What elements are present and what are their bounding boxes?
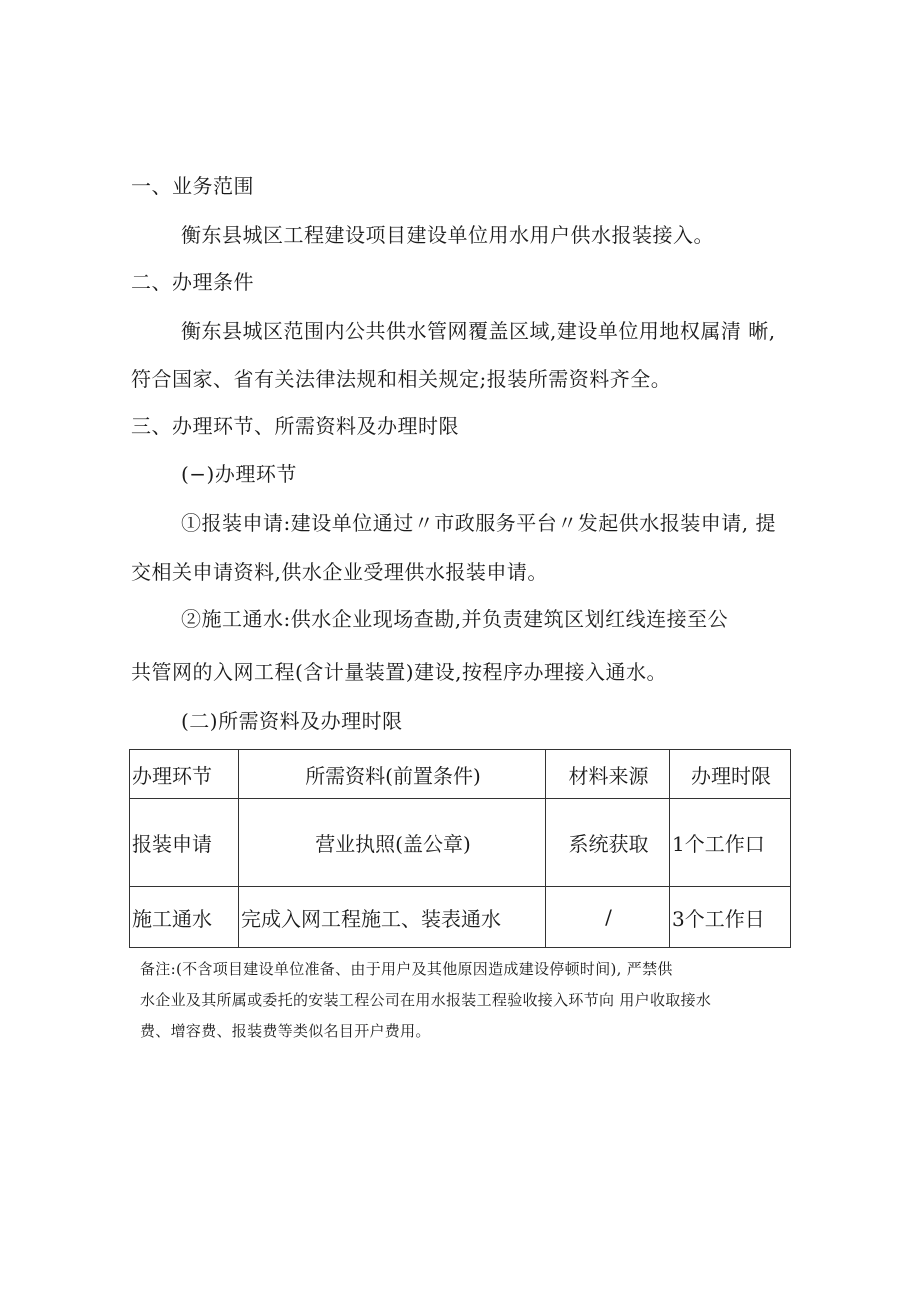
section-2-body-line-1: 衡东县城区范围内公共供水管网覆盖区域,建设单位用地权属清 晰, [181,319,776,343]
table-cell: 3个工作日 [670,887,791,948]
footnote-line-1: 备注:(不含项目建设单位准备、由于用户及其他原因造成建设停顿时间), 严禁供 [140,960,673,978]
step-1-line-2: 交相关申请资料,供水企业受理供水报装申请。 [131,560,548,584]
table-header-cell: 材料来源 [546,750,670,799]
requirements-table [129,749,791,948]
section-3-title: 三、办理环节、所需资料及办理时限 [131,414,459,438]
table-header-cell: 所需资料(前置条件) [239,750,546,799]
footnote-line-2: 水企业及其所属或委托的安装工程公司在用水报装工程验收接入环节向 用户收取接水 [140,991,712,1009]
table-cell: 报装申请 [130,799,239,887]
table-header-row [130,750,791,799]
footnote-line-3: 费、增容费、报装费等类似名目开户费用。 [140,1022,431,1040]
section-2-body-line-2: 符合国家、省有关法律法规和相关规定;报装所需资料齐全。 [131,367,672,391]
table-row [130,887,791,948]
step-2-line-1: ②施工通水:供水企业现场查勘,并负责建筑区划红线连接至公 [181,607,729,631]
table-cell: 系统获取 [546,799,670,887]
step-1-line-1: ①报装申请:建设单位通过〃市政服务平台〃发起供水报装申请, 提 [181,511,776,535]
table-cell: 完成入网工程施工、装表通水 [239,887,546,948]
table-cell: / [546,887,670,948]
section-2-title: 二、办理条件 [131,270,254,294]
section-1-title: 一、业务范围 [131,174,254,198]
section-1-body: 衡东县城区工程建设项目建设单位用水用户供水报装接入。 [181,223,714,247]
table-header-cell: 办理环节 [130,750,239,799]
table-cell: 施工通水 [130,887,239,948]
table-cell: 营业执照(盖公章) [239,799,546,887]
table-header-cell: 办理时限 [670,750,791,799]
table-cell: 1个工作口 [670,799,791,887]
section-3-subheading-2: (二)所需资料及办理时限 [181,709,403,733]
table-row [130,799,791,887]
section-3-subheading-1: (−)办理环节 [181,462,297,486]
step-2-line-2: 共管网的入网工程(含计量装置)建设,按程序办理接入通水。 [131,660,667,684]
